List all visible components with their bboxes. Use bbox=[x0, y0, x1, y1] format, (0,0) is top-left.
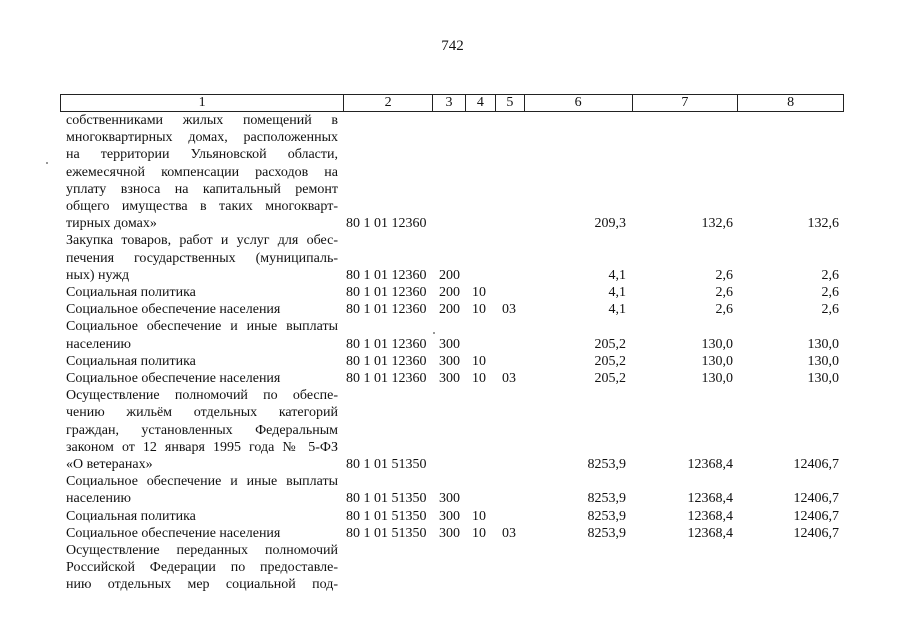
section-cell: 10 bbox=[472, 508, 486, 524]
amount-col6-cell: 205,2 bbox=[594, 336, 626, 352]
description-line: Осуществление переданных полномочий bbox=[66, 542, 338, 558]
header-col-5: 5 bbox=[496, 95, 525, 111]
table-row bbox=[0, 112, 905, 232]
amount-col7-cell: 2,6 bbox=[715, 284, 733, 300]
description-line: уплату взноса на капитальный ремонт bbox=[66, 181, 338, 197]
amount-col6-cell: 209,3 bbox=[594, 216, 626, 232]
description-line: Осуществление полномочий по обеспе- bbox=[66, 388, 338, 404]
table-row bbox=[0, 301, 905, 318]
section-cell: 10 bbox=[472, 353, 486, 369]
budget-code-cell: 80 1 01 12360 bbox=[346, 370, 427, 386]
table-row bbox=[0, 387, 905, 473]
amount-col8-cell: 2,6 bbox=[821, 302, 839, 318]
budget-code-cell: 80 1 01 12360 bbox=[346, 284, 427, 300]
description-line: Российской Федерации по предоставле- bbox=[66, 560, 338, 576]
budget-code-cell: 80 1 01 51350 bbox=[346, 525, 427, 541]
row-description bbox=[66, 112, 338, 232]
section-cell: 10 bbox=[472, 302, 486, 318]
description-line: ежемесячной компенсации расходов на bbox=[66, 164, 338, 180]
row-description bbox=[66, 508, 338, 525]
section-cell: 10 bbox=[472, 284, 486, 300]
description-line: общего имущества в таких многокварт- bbox=[66, 199, 338, 215]
page-number: 742 bbox=[441, 38, 464, 54]
budget-code-cell: 80 1 01 51350 bbox=[346, 491, 427, 507]
table-row bbox=[0, 284, 905, 301]
budget-code-cell: 80 1 01 51350 bbox=[346, 456, 427, 472]
expense-type-cell: 300 bbox=[439, 508, 460, 524]
amount-col7-cell: 132,6 bbox=[701, 216, 733, 232]
amount-col6-cell: 4,1 bbox=[608, 284, 626, 300]
header-col-4: 4 bbox=[466, 95, 496, 111]
table-row bbox=[0, 525, 905, 542]
row-description bbox=[66, 473, 338, 507]
description-line: многоквартирных домах, расположенных bbox=[66, 130, 338, 146]
description-line: Социальное обеспечение и иные выплаты bbox=[66, 474, 338, 490]
amount-col6-cell: 4,1 bbox=[608, 267, 626, 283]
header-col-7: 7 bbox=[633, 95, 739, 111]
row-description bbox=[66, 318, 338, 352]
amount-col7-cell: 130,0 bbox=[701, 336, 733, 352]
header-col-1: 1 bbox=[61, 95, 344, 111]
amount-col8-cell: 2,6 bbox=[821, 284, 839, 300]
description-line: чению жильём отдельных категорий bbox=[66, 405, 338, 421]
amount-col6-cell: 205,2 bbox=[594, 370, 626, 386]
row-description bbox=[66, 284, 338, 301]
description-line: законом от 12 января 1995 года № 5-ФЗ bbox=[66, 439, 338, 455]
description-line: на территории Ульяновской области, bbox=[66, 147, 338, 163]
description-line: Закупка товаров, работ и услуг для обес- bbox=[66, 233, 338, 249]
expense-type-cell: 300 bbox=[439, 370, 460, 386]
amount-col8-cell: 12406,7 bbox=[793, 525, 839, 541]
amount-col6-cell: 8253,9 bbox=[587, 508, 626, 524]
description-line: печения государственных (муниципаль- bbox=[66, 250, 338, 266]
budget-code-cell: 80 1 01 12360 bbox=[346, 336, 427, 352]
expense-type-cell: 200 bbox=[439, 284, 460, 300]
table-row bbox=[0, 542, 905, 594]
budget-code-cell: 80 1 01 12360 bbox=[346, 302, 427, 318]
table-row bbox=[0, 473, 905, 507]
header-col-3: 3 bbox=[433, 95, 466, 111]
section-cell: 10 bbox=[472, 525, 486, 541]
description-line: нию отдельных мер социальной под- bbox=[66, 577, 338, 593]
description-line: Социальная политика bbox=[66, 353, 196, 369]
subsection-cell: 03 bbox=[502, 302, 516, 318]
row-description bbox=[66, 525, 338, 542]
budget-code-cell: 80 1 01 12360 bbox=[346, 353, 427, 369]
amount-col7-cell: 12368,4 bbox=[687, 525, 733, 541]
description-line: тирных домах» bbox=[66, 216, 157, 232]
amount-col8-cell: 130,0 bbox=[807, 370, 839, 386]
amount-col7-cell: 2,6 bbox=[715, 302, 733, 318]
subsection-cell: 03 bbox=[502, 370, 516, 386]
table-row bbox=[0, 370, 905, 387]
description-line: граждан, установленных Федеральным bbox=[66, 422, 338, 438]
row-description bbox=[66, 542, 338, 594]
description-line: собственниками жилых помещений в bbox=[66, 113, 338, 128]
scan-speck bbox=[46, 162, 48, 164]
table-row bbox=[0, 353, 905, 370]
description-line: Социальное обеспечение населения bbox=[66, 525, 281, 541]
budget-code-cell: 80 1 01 12360 bbox=[346, 267, 427, 283]
expense-type-cell: 200 bbox=[439, 302, 460, 318]
section-cell: 10 bbox=[472, 370, 486, 386]
budget-code-cell: 80 1 01 12360 bbox=[346, 216, 427, 232]
amount-col6-cell: 4,1 bbox=[608, 302, 626, 318]
amount-col6-cell: 8253,9 bbox=[587, 456, 626, 472]
description-line: Социальное обеспечение населения bbox=[66, 370, 281, 386]
amount-col7-cell: 12368,4 bbox=[687, 491, 733, 507]
description-line: населению bbox=[66, 336, 131, 352]
table-body bbox=[0, 112, 905, 593]
description-line: Социальная политика bbox=[66, 284, 196, 300]
amount-col8-cell: 130,0 bbox=[807, 353, 839, 369]
header-col-2: 2 bbox=[344, 95, 433, 111]
amount-col8-cell: 12406,7 bbox=[793, 456, 839, 472]
subsection-cell: 03 bbox=[502, 525, 516, 541]
row-description bbox=[66, 353, 338, 370]
description-line: «О ветеранах» bbox=[66, 456, 153, 472]
header-col-8: 8 bbox=[787, 95, 795, 110]
budget-code-cell: 80 1 01 51350 bbox=[346, 508, 427, 524]
amount-col6-cell: 8253,9 bbox=[587, 491, 626, 507]
row-description bbox=[66, 387, 338, 473]
amount-col8-cell: 12406,7 bbox=[793, 491, 839, 507]
amount-col6-cell: 8253,9 bbox=[587, 525, 626, 541]
description-line: Социальное обеспечение и иные выплаты bbox=[66, 319, 338, 335]
expense-type-cell: 300 bbox=[439, 353, 460, 369]
expense-type-cell: 300 bbox=[439, 525, 460, 541]
table-row bbox=[0, 508, 905, 525]
amount-col8-cell: 2,6 bbox=[821, 267, 839, 283]
description-line: Социальное обеспечение населения bbox=[66, 302, 281, 318]
description-line: ных) нужд bbox=[66, 267, 130, 283]
table-row bbox=[0, 318, 905, 352]
row-description bbox=[66, 232, 338, 284]
amount-col7-cell: 2,6 bbox=[715, 267, 733, 283]
amount-col7-cell: 12368,4 bbox=[687, 508, 733, 524]
expense-type-cell: 300 bbox=[439, 336, 460, 352]
amount-col6-cell: 205,2 bbox=[594, 353, 626, 369]
amount-col7-cell: 130,0 bbox=[701, 353, 733, 369]
amount-col8-cell: 130,0 bbox=[807, 336, 839, 352]
table-header bbox=[60, 94, 844, 112]
amount-col8-cell: 12406,7 bbox=[793, 508, 839, 524]
amount-col8-cell: 132,6 bbox=[807, 216, 839, 232]
expense-type-cell: 300 bbox=[439, 491, 460, 507]
row-description bbox=[66, 370, 338, 387]
header-col-6: 6 bbox=[525, 95, 633, 111]
description-line: населению bbox=[66, 491, 131, 507]
table-row bbox=[0, 232, 905, 284]
scan-speck bbox=[433, 332, 435, 334]
expense-type-cell: 200 bbox=[439, 267, 460, 283]
row-description bbox=[66, 301, 338, 318]
amount-col7-cell: 130,0 bbox=[701, 370, 733, 386]
amount-col7-cell: 12368,4 bbox=[687, 456, 733, 472]
description-line: Социальная политика bbox=[66, 508, 196, 524]
